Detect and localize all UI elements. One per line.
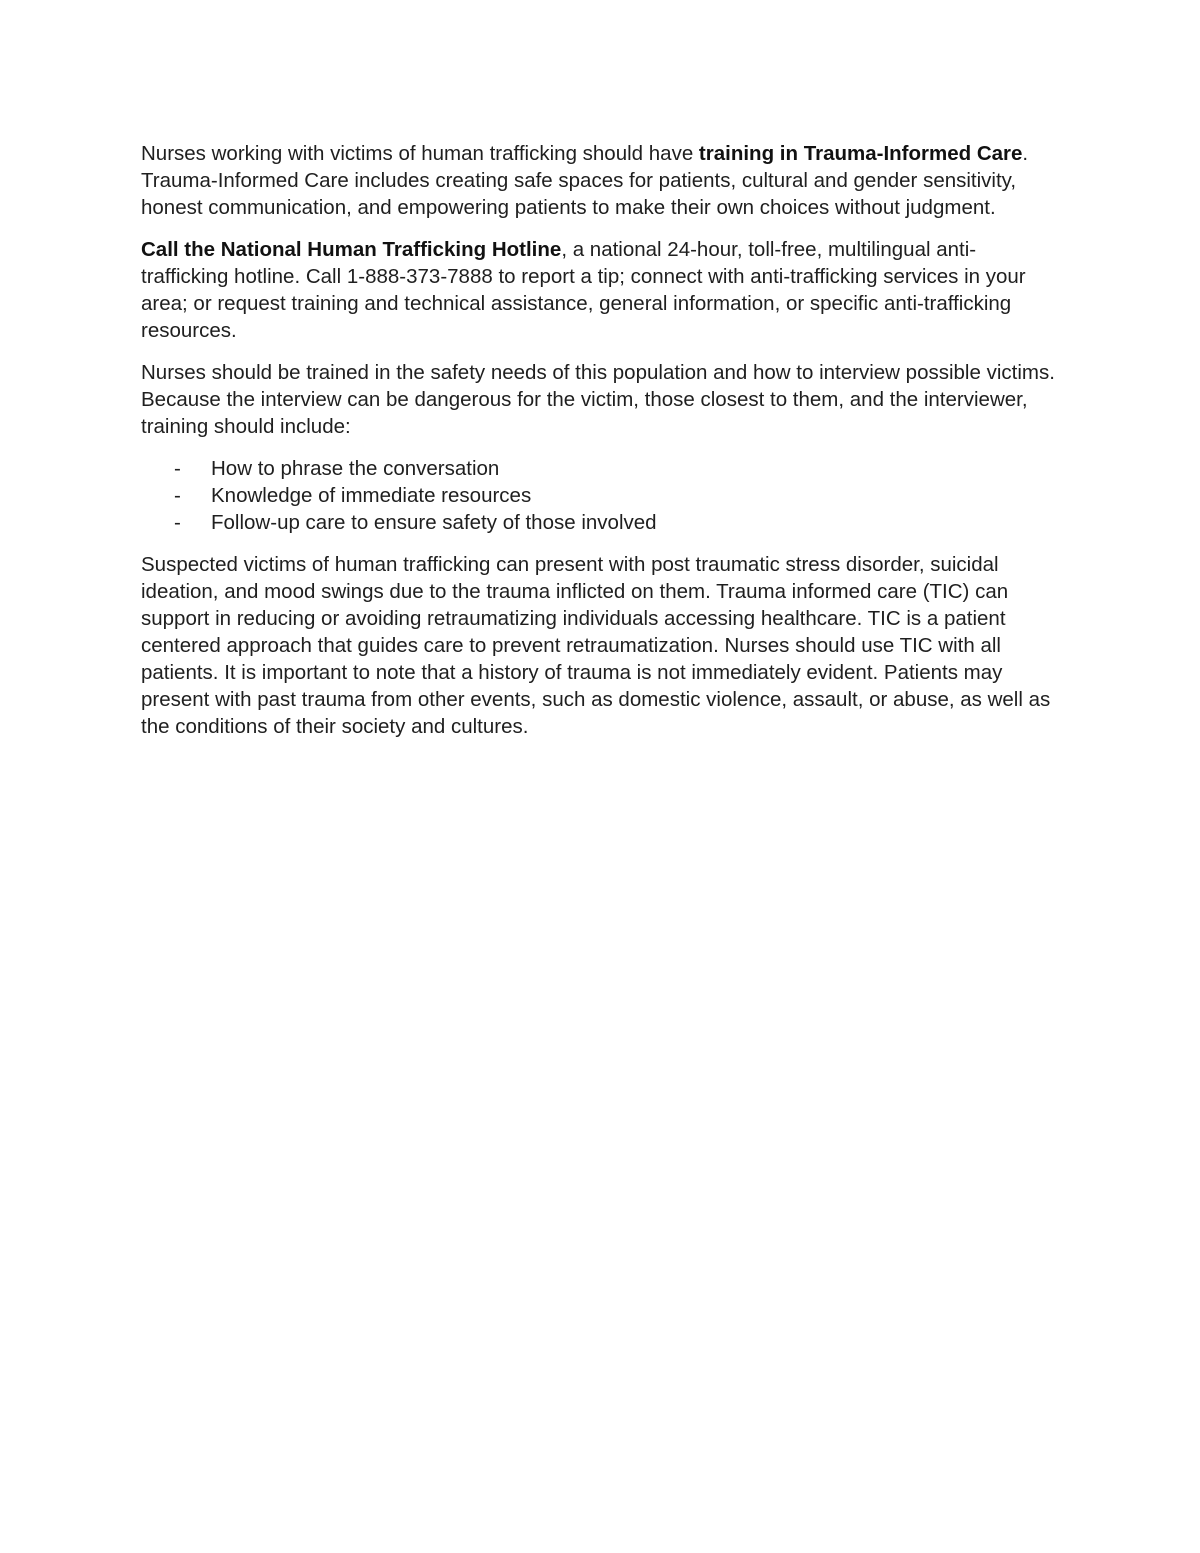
dash-bullet: - [174,457,181,480]
training-list [141,455,1056,536]
paragraph-victim-presentation: Suspected victims of human trafficking can present with post traumatic stress disorder, suicidal ideation, and mood swings due to the trauma inflicted on them. Trauma informed care (TIC) can support in reducing or avoiding retraumatizing individuals accessing healthcare. TIC is a patient centered approach that guides care to prevent retraumatization. Nurses should use TIC with all patients. It is important to note that a history of trauma is not immediately evident. Patients may present with past trauma from other events, such as domestic violence, assault, or abuse, as well as the conditions of their society and cultures. [141,553,1051,738]
paragraph-text: , a national 24-hour, toll-free, multilingual anti-trafficking hotline. Call 1-888-373-7888 to report a tip; connect with anti-trafficking services in your area; or request training and technical assistance, general information, or specific anti-trafficking resources. [141,238,1026,342]
list-item [141,455,1056,482]
list-item-text: How to phrase the conversation [211,457,500,480]
bold-phrase: training in Trauma-Informed Care [698,142,1023,165]
paragraph-training: Nurses should be trained in the safety needs of this population and how to interview possible victims. Because the interview can be dangerous for the victim, those closest to them, and the interviewer, training should include: [141,361,1055,438]
paragraph-text: Nurses working with victims of human trafficking should have [141,142,699,165]
bold-phrase: Call the National Human Trafficking Hotline [141,238,562,261]
paragraph-hotline [141,236,1056,344]
dash-bullet: - [174,484,181,507]
list-item [141,482,1056,509]
paragraph-trauma-informed-care [141,140,1056,221]
list-item-text: Knowledge of immediate resources [211,484,532,507]
list-item [141,509,1056,536]
dash-bullet: - [174,511,181,534]
document-body [141,140,1056,755]
paragraph-text: . Trauma-Informed Care includes creating safe spaces for patients, cultural and gender sensitivity, honest communication, and empowering patients to make their own choices without judgment. [141,142,1029,219]
list-item-text: Follow-up care to ensure safety of those involved [211,511,657,534]
